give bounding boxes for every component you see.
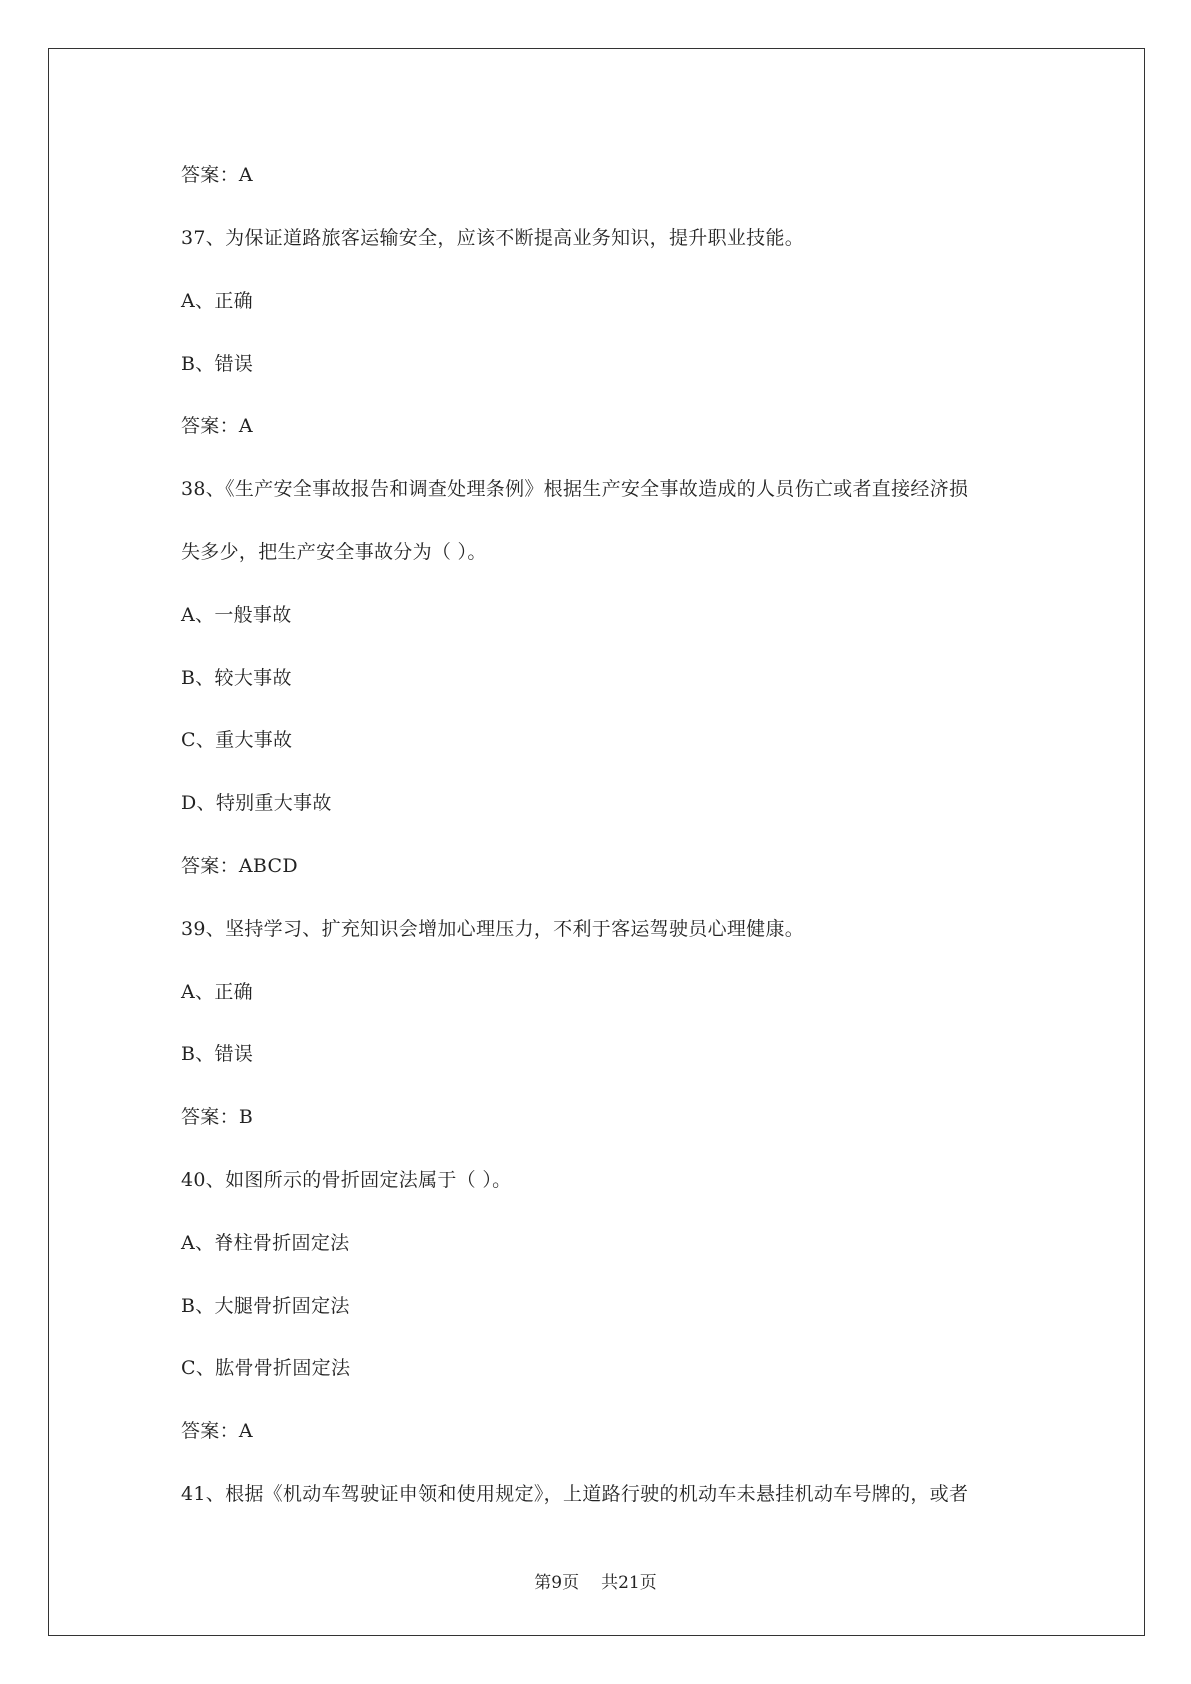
option-39-b: B、错误 bbox=[181, 1043, 254, 1065]
option-37-a: A、正确 bbox=[181, 290, 253, 312]
answer-38: 答案：ABCD bbox=[181, 855, 298, 877]
question-38-line-1: 38、《生产安全事故报告和调查处理条例》根据生产安全事故造成的人员伤亡或者直接经济损 bbox=[181, 478, 969, 500]
answer-40: 答案：A bbox=[181, 1420, 253, 1442]
option-40-a: A、脊柱骨折固定法 bbox=[181, 1232, 350, 1254]
option-38-b: B、较大事故 bbox=[181, 667, 292, 689]
question-37: 37、为保证道路旅客运输安全，应该不断提高业务知识，提升职业技能。 bbox=[181, 227, 805, 249]
option-38-d: D、特别重大事故 bbox=[181, 792, 332, 814]
question-38-line-2: 失多少，把生产安全事故分为（ ）。 bbox=[181, 541, 487, 563]
answer-37: 答案：A bbox=[181, 415, 253, 437]
option-37-b: B、错误 bbox=[181, 353, 254, 375]
option-38-a: A、一般事故 bbox=[181, 604, 292, 626]
answer-36: 答案：A bbox=[181, 164, 253, 186]
option-39-a: A、正确 bbox=[181, 981, 253, 1003]
question-40: 40、如图所示的骨折固定法属于（ ）。 bbox=[181, 1169, 512, 1191]
option-38-c: C、重大事故 bbox=[181, 729, 293, 751]
answer-39: 答案：B bbox=[181, 1106, 254, 1128]
question-41: 41、根据《机动车驾驶证申领和使用规定》，上道路行驶的机动车未悬挂机动车号牌的，或者 bbox=[181, 1483, 969, 1505]
page-number: 第9页 bbox=[534, 1573, 580, 1593]
option-40-c: C、肱骨骨折固定法 bbox=[181, 1357, 351, 1379]
option-40-b: B、大腿骨折固定法 bbox=[181, 1295, 350, 1317]
page-total: 共21页 bbox=[601, 1573, 657, 1593]
page-footer bbox=[0, 1572, 1191, 1594]
question-39: 39、坚持学习、扩充知识会增加心理压力，不利于客运驾驶员心理健康。 bbox=[181, 918, 805, 940]
page-border bbox=[48, 48, 1145, 1636]
